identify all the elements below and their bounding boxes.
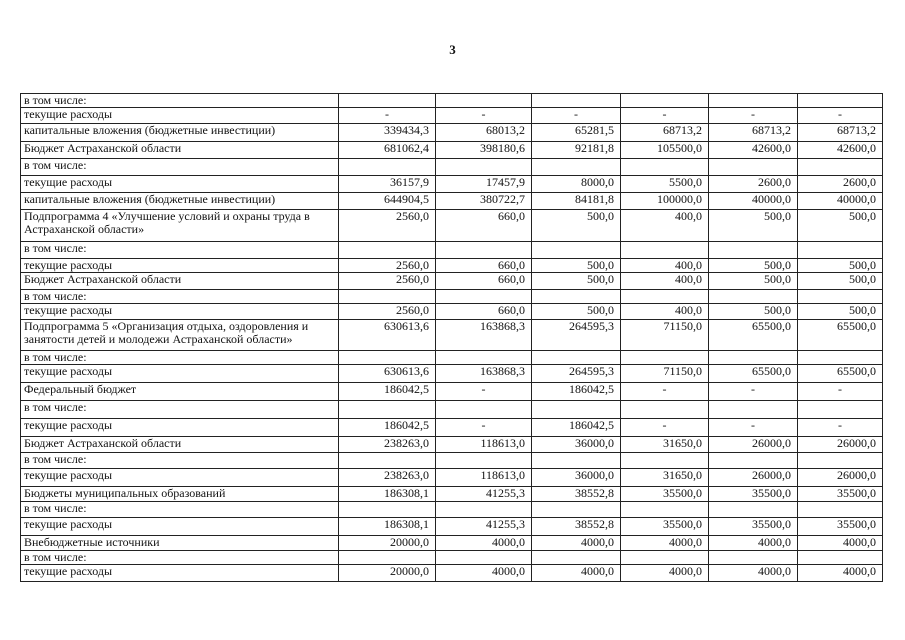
value-cell: - <box>798 383 883 401</box>
value-cell <box>798 94 883 108</box>
value-cell: 42600,0 <box>798 142 883 159</box>
table-row <box>21 108 883 124</box>
table-body <box>21 94 883 582</box>
table-row <box>21 401 883 419</box>
value-cell: 4000,0 <box>621 565 709 582</box>
table-row <box>21 290 883 304</box>
value-cell: 36000,0 <box>532 437 621 453</box>
value-cell: 660,0 <box>436 273 532 290</box>
value-cell: 2600,0 <box>709 176 798 193</box>
value-cell: 681062,4 <box>339 142 436 159</box>
value-cell: 400,0 <box>621 273 709 290</box>
value-cell <box>436 290 532 304</box>
row-label: текущие расходы <box>21 176 339 193</box>
row-label: текущие расходы <box>21 259 339 273</box>
value-cell: 35500,0 <box>798 518 883 536</box>
value-cell: 4000,0 <box>436 565 532 582</box>
row-label: в том числе: <box>21 551 339 565</box>
table-row <box>21 469 883 487</box>
row-label: текущие расходы <box>21 365 339 383</box>
table-row <box>21 437 883 453</box>
value-cell <box>709 351 798 365</box>
value-cell: - <box>621 383 709 401</box>
value-cell: 84181,8 <box>532 193 621 210</box>
value-cell <box>621 290 709 304</box>
value-cell: 41255,3 <box>436 487 532 502</box>
value-cell: 500,0 <box>798 210 883 242</box>
value-cell: 40000,0 <box>798 193 883 210</box>
value-cell: 186042,5 <box>339 419 436 437</box>
value-cell <box>621 551 709 565</box>
value-cell <box>339 453 436 469</box>
value-cell: - <box>339 108 436 124</box>
value-cell <box>798 551 883 565</box>
value-cell <box>339 502 436 518</box>
value-cell: 500,0 <box>709 259 798 273</box>
value-cell <box>532 94 621 108</box>
value-cell <box>621 94 709 108</box>
value-cell: 500,0 <box>532 259 621 273</box>
value-cell: - <box>621 108 709 124</box>
table-row <box>21 518 883 536</box>
value-cell: 38552,8 <box>532 518 621 536</box>
value-cell: 36157,9 <box>339 176 436 193</box>
value-cell: 71150,0 <box>621 320 709 351</box>
value-cell: 68713,2 <box>621 124 709 142</box>
value-cell: 35500,0 <box>709 487 798 502</box>
value-cell: 4000,0 <box>709 565 798 582</box>
value-cell: - <box>621 419 709 437</box>
value-cell <box>798 401 883 419</box>
value-cell: 40000,0 <box>709 193 798 210</box>
value-cell: 163868,3 <box>436 320 532 351</box>
value-cell: 238263,0 <box>339 437 436 453</box>
value-cell: 500,0 <box>709 273 798 290</box>
table-row <box>21 351 883 365</box>
table-row <box>21 487 883 502</box>
row-label: текущие расходы <box>21 108 339 124</box>
table-row <box>21 565 883 582</box>
value-cell: 186308,1 <box>339 487 436 502</box>
value-cell: 17457,9 <box>436 176 532 193</box>
value-cell: - <box>709 419 798 437</box>
value-cell: 400,0 <box>621 259 709 273</box>
row-label: текущие расходы <box>21 518 339 536</box>
table-row <box>21 124 883 142</box>
value-cell: 264595,3 <box>532 365 621 383</box>
value-cell <box>532 502 621 518</box>
value-cell <box>709 290 798 304</box>
value-cell: 26000,0 <box>798 469 883 487</box>
value-cell: 26000,0 <box>798 437 883 453</box>
value-cell: 65500,0 <box>798 320 883 351</box>
row-label: Внебюджетные источники <box>21 536 339 551</box>
value-cell: 2560,0 <box>339 259 436 273</box>
value-cell: 186042,5 <box>532 383 621 401</box>
value-cell: 100000,0 <box>621 193 709 210</box>
value-cell <box>798 453 883 469</box>
value-cell <box>339 401 436 419</box>
value-cell <box>532 551 621 565</box>
value-cell <box>532 351 621 365</box>
row-label: текущие расходы <box>21 304 339 320</box>
row-label: капитальные вложения (бюджетные инвестиции) <box>21 193 339 210</box>
value-cell <box>339 94 436 108</box>
row-label: в том числе: <box>21 453 339 469</box>
value-cell <box>339 290 436 304</box>
table-row <box>21 176 883 193</box>
row-label: в том числе: <box>21 502 339 518</box>
value-cell: 26000,0 <box>709 437 798 453</box>
row-label: в том числе: <box>21 290 339 304</box>
value-cell: 500,0 <box>798 304 883 320</box>
row-label: текущие расходы <box>21 469 339 487</box>
value-cell <box>532 401 621 419</box>
value-cell: 35500,0 <box>621 518 709 536</box>
value-cell <box>798 159 883 176</box>
table-row <box>21 365 883 383</box>
table-row <box>21 453 883 469</box>
value-cell <box>621 502 709 518</box>
value-cell <box>621 453 709 469</box>
value-cell <box>532 242 621 259</box>
value-cell: 500,0 <box>798 273 883 290</box>
value-cell: 35500,0 <box>798 487 883 502</box>
value-cell <box>798 351 883 365</box>
value-cell: - <box>532 108 621 124</box>
value-cell: 500,0 <box>532 304 621 320</box>
value-cell <box>709 401 798 419</box>
value-cell: 20000,0 <box>339 536 436 551</box>
table-row <box>21 536 883 551</box>
value-cell: 400,0 <box>621 210 709 242</box>
value-cell: 118613,0 <box>436 469 532 487</box>
value-cell <box>339 351 436 365</box>
value-cell: 2560,0 <box>339 273 436 290</box>
value-cell: 660,0 <box>436 210 532 242</box>
value-cell <box>621 401 709 419</box>
row-label: в том числе: <box>21 242 339 259</box>
value-cell <box>339 551 436 565</box>
value-cell: 644904,5 <box>339 193 436 210</box>
value-cell: - <box>709 383 798 401</box>
value-cell: 4000,0 <box>798 565 883 582</box>
value-cell: 35500,0 <box>621 487 709 502</box>
value-cell: 500,0 <box>532 210 621 242</box>
value-cell: - <box>436 383 532 401</box>
table-row <box>21 383 883 401</box>
value-cell: 4000,0 <box>709 536 798 551</box>
table-row <box>21 502 883 518</box>
value-cell <box>339 159 436 176</box>
value-cell <box>436 159 532 176</box>
value-cell: 2560,0 <box>339 210 436 242</box>
table-row <box>21 210 883 242</box>
value-cell <box>436 551 532 565</box>
value-cell: 105500,0 <box>621 142 709 159</box>
value-cell: 4000,0 <box>532 565 621 582</box>
value-cell: 660,0 <box>436 259 532 273</box>
value-cell: 630613,6 <box>339 365 436 383</box>
table-row <box>21 273 883 290</box>
value-cell <box>709 242 798 259</box>
table-row <box>21 242 883 259</box>
table-row <box>21 142 883 159</box>
value-cell: 65500,0 <box>709 320 798 351</box>
row-label: Подпрограмма 5 «Организация отдыха, оздоровления и занятости детей и молодежи Астраханской области» <box>21 320 339 351</box>
row-label: Бюджеты муниципальных образований <box>21 487 339 502</box>
value-cell: 380722,7 <box>436 193 532 210</box>
value-cell: 186308,1 <box>339 518 436 536</box>
value-cell: 186042,5 <box>339 383 436 401</box>
value-cell: 68013,2 <box>436 124 532 142</box>
value-cell <box>436 502 532 518</box>
value-cell: 4000,0 <box>436 536 532 551</box>
value-cell <box>621 351 709 365</box>
value-cell: 630613,6 <box>339 320 436 351</box>
value-cell: 238263,0 <box>339 469 436 487</box>
value-cell: 41255,3 <box>436 518 532 536</box>
value-cell <box>709 94 798 108</box>
value-cell: 65281,5 <box>532 124 621 142</box>
value-cell: - <box>798 108 883 124</box>
value-cell <box>709 453 798 469</box>
value-cell <box>709 551 798 565</box>
row-label: в том числе: <box>21 159 339 176</box>
value-cell: 660,0 <box>436 304 532 320</box>
value-cell: 31650,0 <box>621 469 709 487</box>
page-number: 3 <box>449 42 456 57</box>
value-cell <box>532 159 621 176</box>
value-cell <box>798 242 883 259</box>
value-cell: 500,0 <box>709 304 798 320</box>
row-label: текущие расходы <box>21 565 339 582</box>
value-cell: 4000,0 <box>621 536 709 551</box>
value-cell: 38552,8 <box>532 487 621 502</box>
table-row <box>21 320 883 351</box>
value-cell <box>798 290 883 304</box>
value-cell: 163868,3 <box>436 365 532 383</box>
table-row <box>21 159 883 176</box>
value-cell: 8000,0 <box>532 176 621 193</box>
row-label: Бюджет Астраханской области <box>21 437 339 453</box>
value-cell <box>532 453 621 469</box>
row-label: в том числе: <box>21 401 339 419</box>
value-cell <box>709 502 798 518</box>
row-label: в том числе: <box>21 94 339 108</box>
value-cell: 35500,0 <box>709 518 798 536</box>
value-cell: 68713,2 <box>798 124 883 142</box>
value-cell <box>436 94 532 108</box>
value-cell: 92181,8 <box>532 142 621 159</box>
value-cell: 26000,0 <box>709 469 798 487</box>
value-cell: 5500,0 <box>621 176 709 193</box>
value-cell: 186042,5 <box>532 419 621 437</box>
value-cell: 500,0 <box>798 259 883 273</box>
value-cell <box>532 290 621 304</box>
value-cell <box>436 351 532 365</box>
value-cell <box>798 502 883 518</box>
value-cell <box>339 242 436 259</box>
row-label: Федеральный бюджет <box>21 383 339 401</box>
value-cell: 42600,0 <box>709 142 798 159</box>
value-cell <box>709 159 798 176</box>
row-label: Бюджет Астраханской области <box>21 273 339 290</box>
value-cell: 65500,0 <box>709 365 798 383</box>
value-cell: 118613,0 <box>436 437 532 453</box>
value-cell: - <box>436 108 532 124</box>
value-cell: 2560,0 <box>339 304 436 320</box>
budget-table <box>20 93 883 582</box>
value-cell <box>621 159 709 176</box>
value-cell: 500,0 <box>709 210 798 242</box>
value-cell <box>436 401 532 419</box>
table-row <box>21 259 883 273</box>
value-cell: 398180,6 <box>436 142 532 159</box>
value-cell: 264595,3 <box>532 320 621 351</box>
value-cell: 2600,0 <box>798 176 883 193</box>
value-cell: 4000,0 <box>798 536 883 551</box>
value-cell: 36000,0 <box>532 469 621 487</box>
row-label: капитальные вложения (бюджетные инвестиции) <box>21 124 339 142</box>
value-cell: 71150,0 <box>621 365 709 383</box>
row-label: Подпрограмма 4 «Улучшение условий и охраны труда в Астраханской области» <box>21 210 339 242</box>
table-row <box>21 193 883 210</box>
value-cell <box>621 242 709 259</box>
value-cell <box>436 453 532 469</box>
table-row <box>21 94 883 108</box>
value-cell: 68713,2 <box>709 124 798 142</box>
value-cell: 339434,3 <box>339 124 436 142</box>
table-row <box>21 419 883 437</box>
row-label: в том числе: <box>21 351 339 365</box>
value-cell: 4000,0 <box>532 536 621 551</box>
value-cell: 400,0 <box>621 304 709 320</box>
value-cell: - <box>798 419 883 437</box>
value-cell: - <box>709 108 798 124</box>
value-cell: 500,0 <box>532 273 621 290</box>
row-label: Бюджет Астраханской области <box>21 142 339 159</box>
table-row <box>21 304 883 320</box>
value-cell: 65500,0 <box>798 365 883 383</box>
row-label: текущие расходы <box>21 419 339 437</box>
value-cell: 20000,0 <box>339 565 436 582</box>
value-cell <box>436 242 532 259</box>
value-cell: 31650,0 <box>621 437 709 453</box>
table-row <box>21 551 883 565</box>
value-cell: - <box>436 419 532 437</box>
